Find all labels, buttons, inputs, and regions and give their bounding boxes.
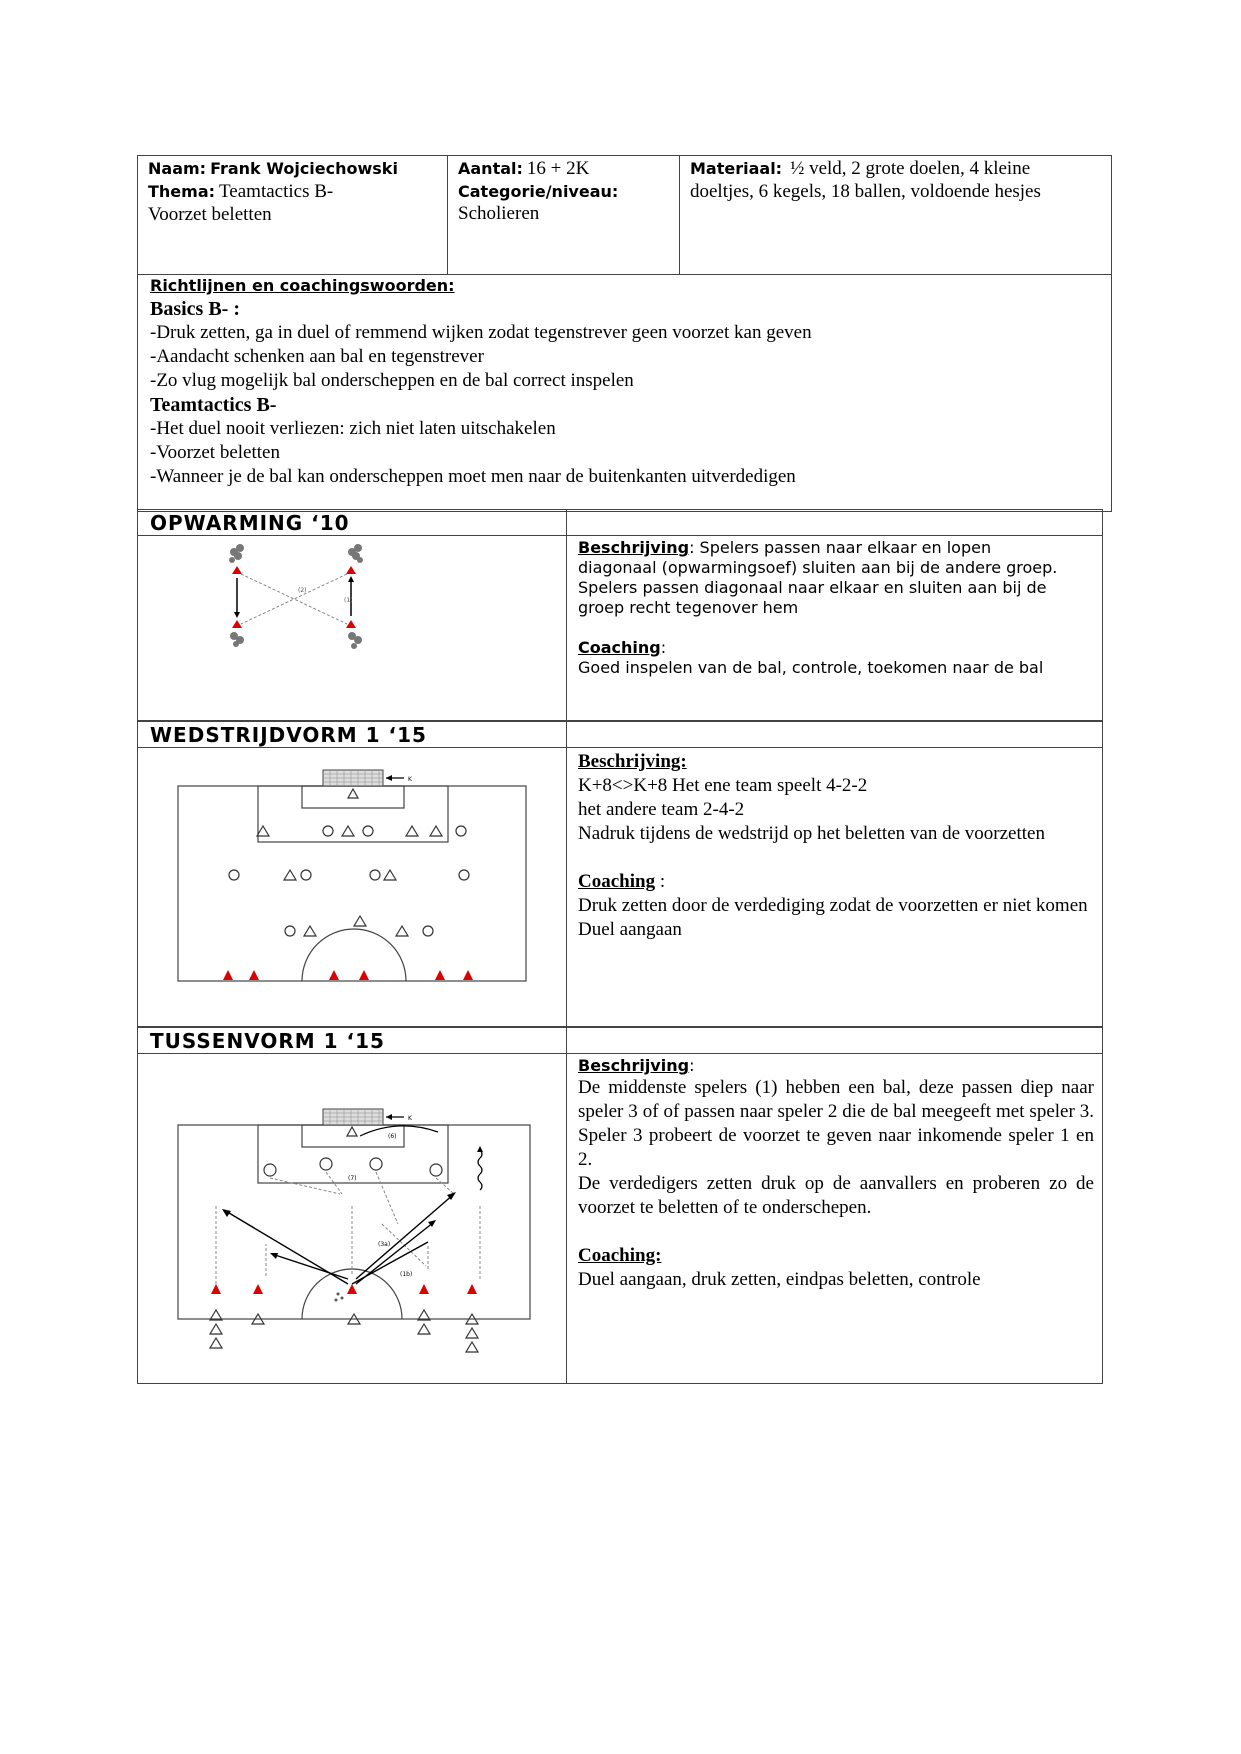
- triangle-player-icon: [347, 1127, 357, 1136]
- teamtactics-item: -Voorzet beletten: [150, 442, 280, 463]
- wedstrijdvorm-title: WEDSTRIJDVORM 1 ‘15: [150, 723, 427, 747]
- beschrijving-label: Beschrijving:: [578, 751, 687, 772]
- materiaal-value-2: doeltjes, 6 kegels, 18 ballen, voldoende hesjes: [690, 181, 1041, 202]
- coaching-text: Duel aangaan, druk zetten, eindpas beletten, controle: [578, 1269, 981, 1290]
- beschrijving-line: diagonaal (opwarmingsoef) sluiten aan bij de andere groep.: [578, 558, 1058, 577]
- beschrijving-line: K+8<>K+8 Het ene team speelt 4-2-2: [578, 775, 868, 796]
- basics-heading: Basics B- :: [150, 298, 240, 320]
- cone-icon: [223, 970, 473, 980]
- beschrijving-label: Beschrijving: [578, 1056, 690, 1075]
- wedstrijdvorm-field-svg: [138, 748, 566, 1028]
- header-cell-materiaal: [680, 156, 1111, 274]
- naam-label: Naam:: [148, 159, 207, 178]
- tussenvorm-diagram: [138, 1054, 566, 1383]
- opwarming-diagram-svg: [138, 536, 566, 722]
- column-divider: [566, 722, 567, 1026]
- beschrijving-colon: :: [689, 1056, 695, 1075]
- triangle-player-icon: [257, 789, 442, 936]
- keeper-label: K: [408, 776, 412, 783]
- aantal-label: Aantal:: [458, 159, 523, 178]
- beschrijving-label: Beschrijving: [578, 538, 690, 557]
- column-divider: [566, 510, 567, 720]
- tussenvorm-text: [578, 1056, 1094, 1292]
- tussenvorm-field-svg: [138, 1054, 566, 1384]
- opwarming-text: [578, 538, 1094, 678]
- section-tussenvorm: [137, 1027, 1103, 1384]
- opwarming-titlebar: [138, 510, 1102, 536]
- beschrijving-line: groep recht tegenover hem: [578, 598, 799, 617]
- categorie-label: Categorie/niveau:: [458, 182, 619, 201]
- coaching-label: Coaching:: [578, 1245, 662, 1266]
- opwarming-diagram: [138, 536, 566, 720]
- richtlijnen-title: Richtlijnen en coachingswoorden:: [150, 276, 455, 295]
- wedstrijdvorm-diagram: [138, 748, 566, 1026]
- aantal-value: 16 + 2K: [526, 158, 590, 179]
- diagram-label-1b: (1b): [400, 1271, 413, 1278]
- circle-player-icon: [264, 1158, 442, 1176]
- coaching-line: Duel aangaan: [578, 919, 682, 940]
- coaching-line: Druk zetten door de verdediging zodat de voorzetten er niet komen: [578, 895, 1088, 916]
- header-table: [137, 155, 1112, 275]
- thema-value: Teamtactics B-: [219, 181, 334, 202]
- beschrijving-line: Nadruk tijdens de wedstrijd op het beletten van de voorzetten: [578, 823, 1045, 844]
- thema-value-2: Voorzet beletten: [148, 204, 272, 225]
- basics-item: -Druk zetten, ga in duel of remmend wijken zodat tegenstrever geen voorzet kan geven: [150, 322, 812, 343]
- header-cell-aantal: [448, 156, 680, 274]
- opwarming-title: OPWARMING ‘10: [150, 511, 350, 535]
- naam-value: Frank Wojciechowski: [210, 159, 398, 178]
- diagram-label-6: (6): [388, 1133, 397, 1140]
- column-divider: [566, 1028, 567, 1383]
- coaching-colon: :: [655, 871, 666, 892]
- diagram-label-2: (2): [298, 587, 307, 594]
- teamtactics-item: -Wanneer je de bal kan onderscheppen moet men naar de buitenkanten uitverdedigen: [150, 466, 796, 487]
- teamtactics-heading: Teamtactics B-: [150, 394, 277, 416]
- beschrijving-text: De middenste spelers (1) hebben een bal, deze passen diep naar speler 3 of of passen naar speler 2 die de bal meegeeft met speler 3. Speler 3 probeert de voorzet te geven naar inkomende speler 1 en 2.: [578, 1077, 1094, 1170]
- cone-icon: [211, 1284, 477, 1294]
- richtlijnen-box: [137, 275, 1112, 512]
- basics-item: -Aandacht schenken aan bal en tegenstrever: [150, 346, 484, 367]
- cone-icon: [232, 566, 356, 628]
- teamtactics-item: -Het duel nooit verliezen: zich niet laten uitschakelen: [150, 418, 556, 439]
- thema-label: Thema:: [148, 182, 216, 201]
- wedstrijdvorm-titlebar: [138, 722, 1102, 748]
- coaching-label: Coaching: [578, 871, 656, 892]
- materiaal-label: Materiaal:: [690, 159, 783, 178]
- basics-item: -Zo vlug mogelijk bal onderscheppen en de bal correct inspelen: [150, 370, 634, 391]
- coaching-label: Coaching: [578, 638, 661, 657]
- beschrijving-line: : Spelers passen naar elkaar en lopen: [689, 538, 992, 557]
- diagram-label-1: (1): [344, 597, 353, 604]
- header-cell-naam: [138, 156, 448, 274]
- beschrijving-line: het andere team 2-4-2: [578, 799, 745, 820]
- coaching-colon: :: [660, 638, 667, 657]
- diagram-label-7: (7): [348, 1175, 357, 1182]
- wedstrijdvorm-text: [578, 750, 1094, 942]
- beschrijving-text-2: De verdedigers zetten druk op de aanvallers en proberen zo de voorzet te beletten of te onderschepen.: [578, 1173, 1094, 1218]
- categorie-value: Scholieren: [458, 203, 540, 224]
- section-wedstrijdvorm: [137, 721, 1103, 1027]
- keeper-label: K: [408, 1115, 412, 1122]
- section-opwarming: [137, 509, 1103, 721]
- tussenvorm-titlebar: [138, 1028, 1102, 1054]
- tussenvorm-title: TUSSENVORM 1 ‘15: [150, 1029, 385, 1053]
- triangle-player-icon: [210, 1310, 478, 1352]
- materiaal-value: ½ veld, 2 grote doelen, 4 kleine: [790, 158, 1031, 179]
- coaching-text: Goed inspelen van de bal, controle, toekomen naar de bal: [578, 658, 1044, 677]
- beschrijving-line: Spelers passen diagonaal naar elkaar en sluiten aan bij de: [578, 578, 1047, 597]
- diagram-label-3a: (3a): [378, 1241, 391, 1248]
